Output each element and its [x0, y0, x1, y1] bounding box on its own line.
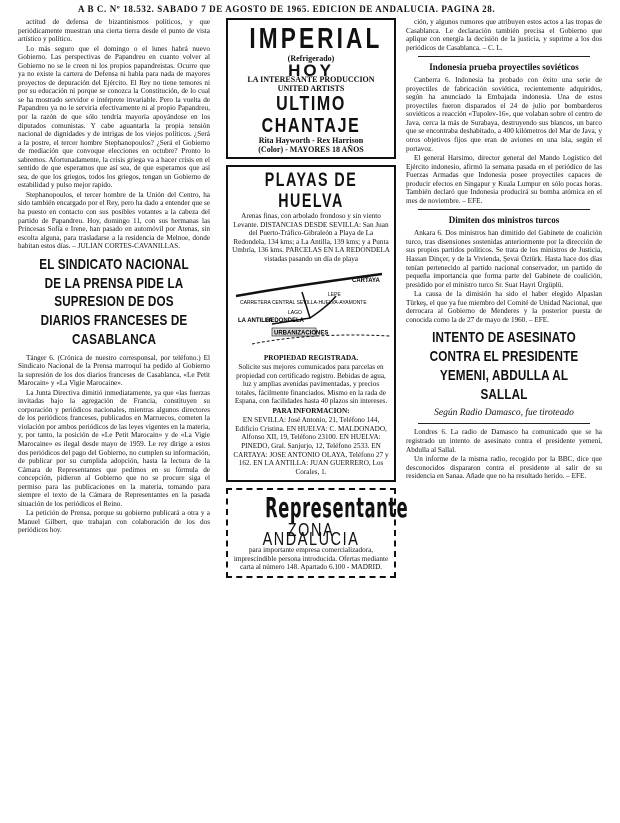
map-road-label: CARRETERA CENTRAL SEVILLA-HUELVA-AYAMONTE	[240, 299, 367, 306]
playas-title: PLAYAS DE HUELVA	[264, 170, 358, 213]
divider	[418, 56, 590, 57]
representante-zone: ZONA ANDALUCIA	[262, 520, 360, 549]
property-heading: PROPIEDAD REGISTRADA.	[263, 353, 359, 362]
ads-column	[226, 18, 409, 584]
paragraph: Lo más seguro que el domingo o el lunes habrá nuevo Gobierno. Las perspectivas de Papandreu en cuanto volver al Gobierno no se le creen ni los propios papandreistas. Ocurre que ya no existe la cartera de Defensa ni habla para nada de mayores proyectos de depuración del Ejército. El Rey no tiene temores ni por su educación ni porque se conozca la Constitución, de lo cual se ha mostrado servidor e intérprete invariable. Pero la vuelta de Papandreu ya no le serviría efectivamente ni al propio Papandreu, por la razón de que sólo tendría mayoría apoyándose en los diputados comunistas. Y cabe aguantarla la propia tensión nacional de dignidades y de intrigas de los viejos políticos. ¿Será a la postre, el tercer hombre Stephanopoulos? ¿Será el Gobierno de mediación que convoque elecciones en octubre? Pronto lo sabremos. Afortunadamente, la crisis griega va a hacer crisis en el sentido de que esperamos que así sea, de que esperamos que así sea, de que los griegos, todos los griegos, tengan un Gobierno de estabilidad y pulso mejor rapido.	[18, 44, 210, 190]
left-column	[18, 18, 210, 536]
representante-text: para importante empresa comercializadora, imprescindible persona introducida. Ofertas mediante carta al número 148. Apartado 6.100 - MADRID.	[233, 546, 389, 572]
paragraph: Londres 6. La radio de Damasco ha comunicado que se ha registrado un intento de asesinato contra el presidente yemení, Abdulla al Sallal.	[406, 428, 602, 454]
imperial-line1: LA INTERESANTE PRODUCCION	[247, 75, 375, 85]
divider	[418, 423, 590, 424]
imperial-title: IMPERIAL	[249, 23, 383, 55]
paragraph: Stephanopoulos, el tercer hombre de la Unión del Centro, ha sido también encargado por el Rey, pero ha dado a entender que se ha puesto en contacto con sus posibles votantes a la cabeza del partido de Papandreu. Hoy, domingo 11, con sus hermanas las Princesas Sofía e Irene, han pasado en automóvil por Atenas, sin escolta alguna, para trasladarse a la residencia de Melnoe, donde habitan estos días. – JULIAN CORTES-CAVANILLAS.	[18, 190, 210, 251]
paragraph: Canberra 6. Indonesia ha probado con éxito una serie de proyectiles de fabricación soviética, recientemente adquiridos, según ha anunciado la Embajada indonesia. Una de estos proyectiles fueron disparados el 24 de julio por bombarderos soviéticos a reacción «Tupolev-16», que volaban sobre el centro de Java, cerca la más de Surabaya, destruyendo sus blancos, un barco que se encontraba deshabitado, a 400 kilómetros del Mar de Java, y otros objetivos fijos que eran de aviones en una isla, según el portavoz.	[406, 76, 602, 153]
map-urbanizaciones-label: URBANIZACIONES	[274, 330, 329, 337]
map-antilla-label: LA ANTILLA	[238, 317, 273, 324]
paragraph: Un informe de la misma radio, recogido por la BBC, dice que desconocidos dispararon contra el presidente al salir de su residencia en Sanaa. Añade que no ha resultado herido. – EFE.	[406, 455, 602, 481]
map-redondela-label: REDONDELA	[266, 317, 305, 324]
beach-map	[232, 266, 392, 352]
map-lepe-label: LEPE	[328, 291, 341, 298]
map-lago-label: LAGO	[288, 309, 302, 316]
kicker-radio-damasco: Según Radio Damasco, fue tiroteado	[434, 408, 574, 419]
map-cartaya-label: CARTAYA	[352, 277, 380, 284]
playas-text: Arenas finas, con arbolado frondoso y sin viento Levante. DISTANCIAS DESDE SEVILLA: San Juan del Puerto-Tráfico-Gibraleón a Playa de La Redondela, 134 kms; a La Antilla, 139 kms; y a Punta Umbría, 136 kms. PARCELAS EN LA REDONDELA vistadas pasando un día de playa	[232, 212, 390, 264]
paragraph: El general Harsimo, director general del Mando Logístico del Ejército indonesio, afirmó la semana pasada en el periódico de las Fuerzas Armadas que Indonesia posee proyectiles capaces de producir efectos en Singapur y Kuala Lumpur en sólo pocas horas. También declaró que Indonesia producirá su bomba atómica en el mes de noviembre. – EFE.	[406, 154, 602, 205]
page-header: A B C. Nº 18.532. SABADO 7 DE AGOSTO DE 1965. EDICION DE ANDALUCIA. PAGINA 28.	[78, 4, 496, 14]
headline-indonesia: Indonesia prueba proyectiles soviéticos	[429, 62, 579, 73]
imperial-line2: UNITED ARTISTS	[277, 83, 345, 93]
imperial-ad	[226, 18, 396, 159]
imperial-subtitle: (Refrigerado)	[287, 54, 335, 63]
playas-ad	[226, 165, 396, 482]
offices-text: EN SEVILLA: José Antonio, 21, Teléfono 144, Edificio Cristina. EN HUELVA: C. MALDONADO, Alfonso XII, 19, Teléfono 23100. EN HUELVA: PINEDO, Gral. Sanjurjo, 12, Teléfono 2533. EN CARTAYA: JOSE ANTONIO OLAYA, Teléfono 27 y 162. EN LA ANTILLA: JUAN GUERRERO, Los Corales, 1.	[233, 416, 389, 476]
right-column	[406, 18, 602, 482]
representante-title: Representante	[265, 491, 409, 525]
headline-turcos: Dimiten dos ministros turcos	[448, 215, 560, 226]
divider	[418, 209, 590, 210]
imperial-today: HOY	[288, 60, 334, 80]
paragraph: La petición de Prensa, porque su gobierno publicará a otra y a Manuel Gilbert, que trabajan con colaboración de los dos periódicos hoy.	[18, 509, 210, 535]
property-text: Solicite sus mejores comunicados para parcelas en propiedad con certificado registro. Bebidas de agua, luz y amplias avenidas pavimentadas, y precios totales, fácilmente financiados. Mismo en la rada de Espana, con facilidades hasta 40 plazos sin intereses.	[234, 363, 388, 406]
paragraph: La Junta Directiva dimitió inmediatamente, ya que «las fuerzas invitadas bajo la agregación de Francia, constituyen su corporación y periódicos nacionales, mientras algunos directores de los periódicos franceses, publicados en Marruecos, cometen la violación por ambos periódicos de las leyes vigentes en la materia, y, por tanto, la posición de «Le Petit Marocain» y de «La Vigie Marocaine» es ilegal desde mayo de 1959. Le rey dirige a estos dos periódicos del pago del Gobierno, no cumplen su información, de publicar por su cumplida adopción, hasta la lectura de la Cámara de Representantes que pedimos en su fórmula de concepción, pidieron al Gobierno que no se procure siga el permiso para las publicaciones en la materia, tomando para siempre el texto de la Cámara de Representantes en la pasada situación de los periódicos el Reino.	[18, 388, 210, 508]
paragraph: actitud de defensa de bizantinismos políticos, y que periódicamente muestran una cierta tierra desde el punto de vista artístico y político.	[18, 18, 210, 44]
paragraph: Tánger 6. (Crónica de nuestro corresponsal, por teléfono.) El Sindicato Nacional de la Prensa marroquí ha pedido al Gobierno la supresión de los dos diarios franceses de Casablanca, «Le Petit Marocain» y «La Vigie Marocaine».	[18, 353, 210, 388]
imperial-cast: Rita Hayworth - Rex Harrison	[258, 136, 364, 146]
imperial-session: (Color) - MAYORES 18 AÑOS	[258, 144, 364, 154]
paragraph: ción, y algunos rumores que atribuyen estos actos a las tropas de Casablanca. Le declaración también precisa el Gobierno que aplique con energía la decisión de la justicia, y suprime a los dos periódicos de Casablanca. – C. L.	[406, 18, 602, 52]
representante-ad	[226, 488, 409, 578]
paragraph: La causa de la dimisión ha sido el haber elegido Alpaslan Türkeş, el que ya fue miembro del Comité de Unidad Nacional, que derrocara al Gobierno de Menderes y la posterior puesta de conocida como la de 27 de mayo de 1960. – EFE.	[406, 290, 602, 324]
headline-sindicato: EL SINDICATO NACIONAL DE LA PRENSA PIDE LA SUPRESION DE DOS DIARIOS FRANCESES DE CASABLANCA	[39, 255, 189, 348]
imperial-film-title: ULTIMO CHANTAJE	[261, 93, 361, 138]
info-heading: PARA INFORMACION:	[272, 406, 350, 415]
headline-yemeni: INTENTO DE ASESINATO CONTRA EL PRESIDENTE YEMENI, ABDULLA AL SALLAL	[429, 329, 579, 403]
paragraph: Ankara 6. Dos ministros han dimitido del Gabinete de coalición turco, tras disensiones sostenidas anteriormente por la dirección de sus propios partidos políticos. Se trata de los ministros de Justicia, Hassan Dinçer, y de la Vivienda, Şevai Öztürk. Hasta hace dos días tenían pertenecido al partido nacional conservador, un partido de pequeña importancia que forma parte del Gabinete de coalición, presidido por el ministro turco Sr. Suat Hayri Ürgüplü.	[406, 229, 602, 289]
